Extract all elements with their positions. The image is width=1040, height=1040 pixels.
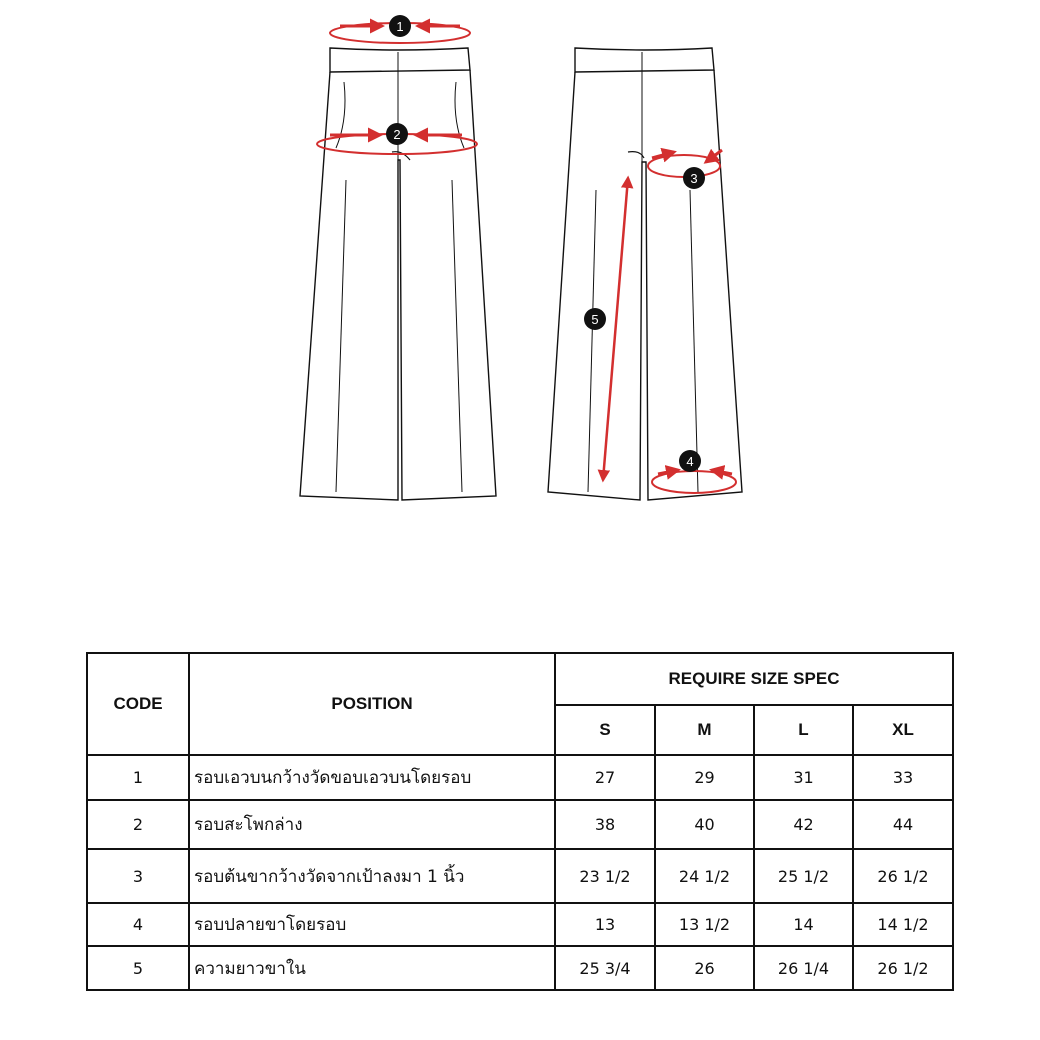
row-code: 3 (87, 849, 189, 903)
front-pants-drawing (300, 48, 496, 500)
marker-4-label: 4 (686, 454, 694, 469)
row-value-s: 25 3/4 (555, 946, 655, 990)
row-position: รอบต้นขากว้างวัดจากเป้าลงมา 1 นิ้ว (189, 849, 555, 903)
row-value-m: 13 1/2 (655, 903, 754, 946)
size-spec-header: REQUIRE SIZE SPEC (555, 653, 953, 705)
row-value-l: 25 1/2 (754, 849, 853, 903)
size-header-xl: XL (853, 705, 953, 755)
marker-2-label: 2 (393, 127, 401, 142)
row-position: รอบปลายขาโดยรอบ (189, 903, 555, 946)
row-code: 5 (87, 946, 189, 990)
table-row (87, 800, 953, 849)
row-value-l: 14 (754, 903, 853, 946)
row-value-l: 31 (754, 755, 853, 800)
row-value-xl: 26 1/2 (853, 849, 953, 903)
measure-inseam-line (584, 178, 628, 480)
position-header: POSITION (189, 653, 555, 755)
size-header-s: S (555, 705, 655, 755)
marker-3-label: 3 (690, 171, 698, 186)
code-header: CODE (87, 653, 189, 755)
measure-hem-line (652, 450, 736, 493)
row-value-m: 29 (655, 755, 754, 800)
table-row (87, 903, 953, 946)
row-position: รอบสะโพกล่าง (189, 800, 555, 849)
measure-waist-line (330, 15, 470, 43)
measure-hip-line (317, 123, 477, 154)
row-value-xl: 26 1/2 (853, 946, 953, 990)
row-value-m: 26 (655, 946, 754, 990)
row-value-xl: 14 1/2 (853, 903, 953, 946)
row-value-xl: 33 (853, 755, 953, 800)
measure-thigh-line (648, 150, 722, 189)
row-value-l: 42 (754, 800, 853, 849)
row-value-s: 38 (555, 800, 655, 849)
table-row (87, 755, 953, 800)
size-spec-table (86, 652, 954, 991)
size-header-l: L (754, 705, 853, 755)
row-value-m: 40 (655, 800, 754, 849)
size-header-m: M (655, 705, 754, 755)
row-value-l: 26 1/4 (754, 946, 853, 990)
marker-5-label: 5 (591, 312, 599, 327)
table-row (87, 946, 953, 990)
marker-1-label: 1 (396, 19, 404, 34)
row-value-s: 13 (555, 903, 655, 946)
table-row (87, 849, 953, 903)
row-code: 2 (87, 800, 189, 849)
row-position: รอบเอวบนกว้างวัดขอบเอวบนโดยรอบ (189, 755, 555, 800)
row-value-xl: 44 (853, 800, 953, 849)
row-code: 4 (87, 903, 189, 946)
row-value-s: 23 1/2 (555, 849, 655, 903)
back-pants-drawing (548, 48, 742, 500)
row-value-s: 27 (555, 755, 655, 800)
row-value-m: 24 1/2 (655, 849, 754, 903)
row-code: 1 (87, 755, 189, 800)
row-position: ความยาวขาใน (189, 946, 555, 990)
